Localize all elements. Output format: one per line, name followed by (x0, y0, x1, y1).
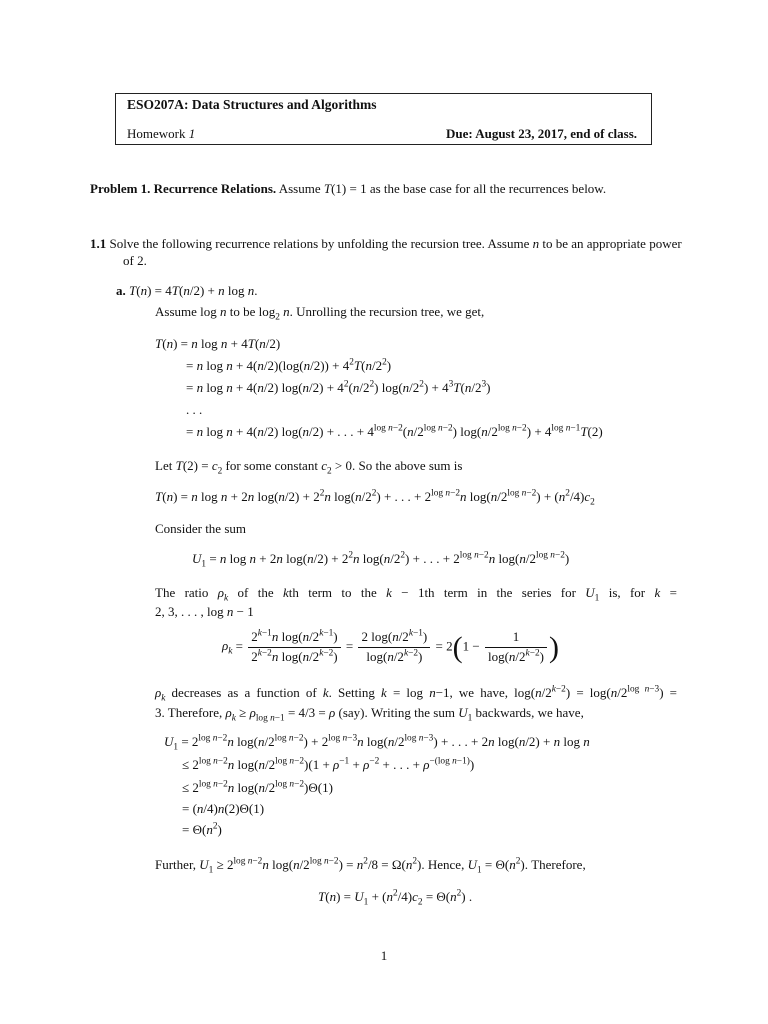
unroll-eq-line-5: = n log n + 4(n/2) log(n/2) + . . . + $4^{log n-2}(n/2^{log n-2}) \log(n/2^{log n-2}) + 4^{log n-1}T(2)$ (186, 423, 603, 439)
unroll-eq-dots: . . . (186, 402, 203, 417)
course-title: ESO207A: Data Structures and Algorithms (127, 97, 377, 112)
further-text: Further, $U_1 \ge 2^{log n-2}n$ $\log(n/2^{log n-2}) = n^2/8 = \Omega(n^2)$. Hence, $U_1 = \Theta(n^2)$. Therefore, (155, 856, 586, 876)
ratio-text-line-2: 2, 3, . . . , log n − 1 (155, 604, 254, 619)
u1-equation: $U_1 = n$ log n + 2n $\log(n/2) + 2^2n$ $\log(n/2^2)$ + . . . + $2^{log n-2}n$ $\log(n/2^{log n-2})$ (192, 550, 570, 570)
decreases-text-line-2: 3. Therefore, $\rho_k \ge \rho_{log n-1} = 4/3 = \rho$ (say). Writing the sum $U_1$ backwards, we have, (155, 705, 584, 724)
backward-eq-line-2: ≤ $2^{log n-2}n$ $\log(n/2^{log n-2})(1 + \rho^{-1} + \rho^{-2}$ + . . . + $\rho^{-(log n-1)}$) (182, 756, 475, 772)
backward-eq-line-1: $U_1 = 2^{log n-2}n$ $\log(n/2^{log n-2}) + 2^{log n-3}n$ $\log(n/2^{log n-3})$ + . . . + 2n log(n/2) + n log n (164, 733, 590, 753)
unroll-eq-line-2: = n $\log n + 4(n/2)(\log(n/2)) + 4^2T(n/2^2)$ (186, 357, 392, 373)
decreases-text-line-1: $\rho_k$ decreases as a function of k. Setting k = log n−1, we have, $\log(n/2^{k-2}) = \log(n/2^{log n-3})$ = (155, 684, 677, 704)
part-a-recurrence: a. T(n) = 4T(n/2) + n log n. (116, 283, 258, 298)
due-date: Due: August 23, 2017, end of class. (445, 126, 637, 141)
part-a-assumption: Assume log n to be $\log_2 n$. Unrolling the recursion tree, we get, (155, 304, 485, 323)
unroll-eq-line-3: = n log n + 4(n/2) $\log(n/2) + 4^2(n/2^2) \log(n/2^2) + 4^3T(n/2^3)$ (186, 379, 491, 395)
ratio-text-line-1: The ratio $\rho_k$ of the kth term to the k − 1th term in the series for $U_1$ is, for k = (155, 585, 677, 604)
rho-equation: $\rho_k$ = $\frac{2^{k-1}n \log(n/2^{k-1})}{2^{k-2}n \log(n/2^{k-2})}$ = $\frac{2 \log(n/2^{k-1})}{\log(n/2^{k-2})}$ = 2(1 − $\frac{1}{\log(n/2^{k-2})}$ ) (222, 628, 559, 664)
unroll-eq-line-1: T(n) = n log n + 4T(n/2) (155, 336, 281, 351)
homework-label: Homework 1 (127, 126, 196, 141)
homework-header-box (115, 93, 652, 145)
backward-eq-line-4: = (n/4)n(2)Θ(1) (182, 801, 265, 816)
consider-text: Consider the sum (155, 521, 246, 536)
let-t2-text: Let $T(2) = c_2$ for some constant $c_2 > 0$. So the above sum is (155, 458, 463, 477)
backward-eq-line-3: ≤ $2^{log n-2}n$ $\log(n/2^{log n-2})\Theta(1)$ (182, 779, 333, 795)
page-number: 1 (380, 948, 388, 963)
subproblem-1-1: 1.1 Solve the following recurrence relations by unfolding the recursion tree. Assume n to be an appropriate power of 2. (90, 236, 682, 268)
problem-heading: Problem 1. Recurrence Relations. Assume T(1) = 1 as the base case for all the recurrences below. (90, 181, 607, 196)
final-equation: $T(n) = U_1 + (n^2/4)c_2 = \Theta(n^2)$ . (318, 888, 473, 908)
sum-equation: T(n) = n log n + 2n $\log(n/2) + 2^2n$ $\log(n/2^2)$ + . . . + $2^{log n-2}n$ $\log(n/2^{log n-2}) + (n^2/4)c_2$ (155, 488, 595, 508)
backward-eq-line-5: = $\Theta(n^2)$ (182, 821, 222, 837)
